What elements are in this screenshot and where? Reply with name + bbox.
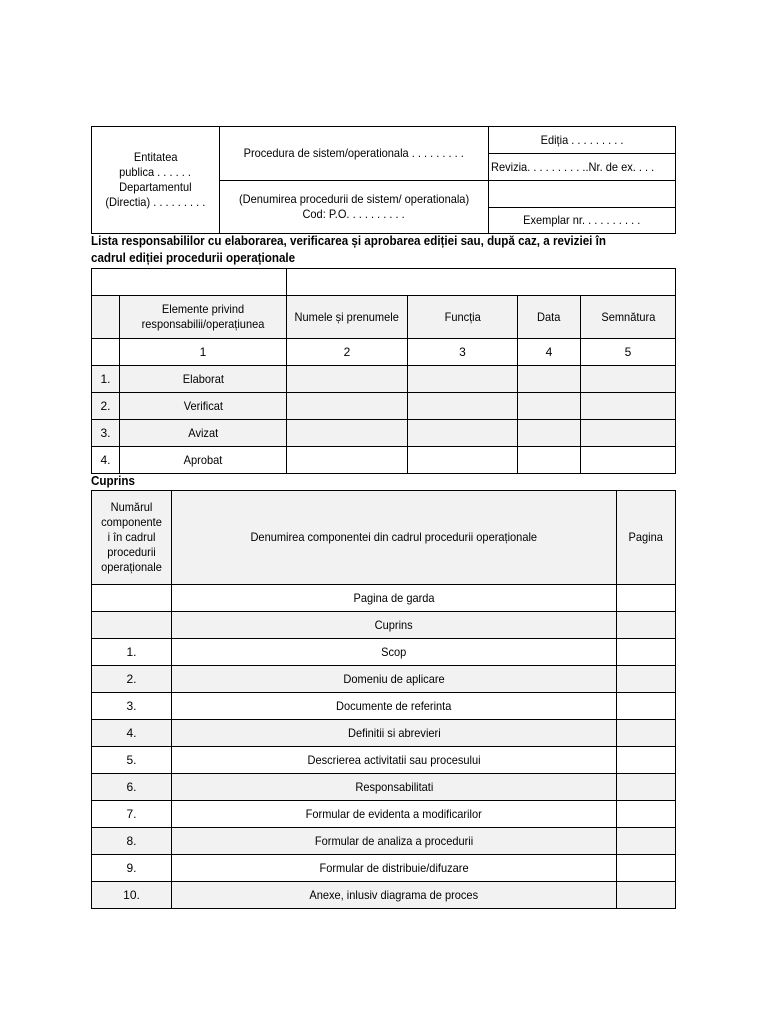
function-cell — [408, 366, 518, 393]
table-row — [92, 855, 676, 882]
row-number: 4. — [92, 447, 120, 474]
row-name: Domeniu de aplicare — [172, 666, 617, 693]
row-page — [617, 855, 676, 882]
name-cell — [287, 420, 408, 447]
row-name: Responsabilitati — [172, 774, 617, 801]
name-cell — [287, 447, 408, 474]
entity-cell — [92, 127, 220, 234]
row-name: Scop — [172, 639, 617, 666]
column-header: Semnătura — [581, 296, 676, 339]
function-cell — [408, 447, 518, 474]
row-name: Cuprins — [172, 612, 617, 639]
column-number: 1 — [120, 339, 287, 366]
table-row — [92, 585, 676, 612]
responsibles-heading — [91, 233, 606, 267]
signature-cell — [581, 393, 676, 420]
editia: Ediția . . . . . . . . . — [540, 132, 624, 147]
signature-cell — [581, 420, 676, 447]
editia-cell — [489, 127, 676, 154]
row-page — [617, 882, 676, 909]
procedure-name-cell — [220, 181, 489, 234]
table-row — [92, 393, 676, 420]
column-header: Funcția — [408, 296, 518, 339]
table-row — [92, 882, 676, 909]
table-row — [92, 420, 676, 447]
row-number: 7. — [92, 801, 172, 828]
row-page — [617, 639, 676, 666]
row-page — [617, 801, 676, 828]
row-name: Descrierea activitatii sau procesului — [172, 747, 617, 774]
exemplar: Exemplar nr. . . . . . . . . . — [523, 213, 641, 227]
table-row — [92, 774, 676, 801]
row-page — [617, 666, 676, 693]
signature-cell — [581, 447, 676, 474]
row-number: 3. — [92, 693, 172, 720]
row-number — [92, 585, 172, 612]
row-name: Pagina de garda — [172, 585, 617, 612]
name-cell — [287, 366, 408, 393]
row-number: 2. — [92, 393, 120, 420]
column-number-row — [92, 339, 676, 366]
column-header: Data — [518, 296, 581, 339]
row-name: Formular de evidenta a modificarilor — [172, 801, 617, 828]
row-page — [617, 774, 676, 801]
row-label: Elaborat — [120, 366, 287, 393]
column-header: Elemente privind responsabilii/operațiunea — [120, 296, 287, 339]
row-number: 1. — [92, 366, 120, 393]
column-number: 4 — [518, 339, 581, 366]
responsibles-table — [91, 268, 676, 474]
row-page — [617, 828, 676, 855]
row-number — [92, 612, 172, 639]
row-name: Formular de analiza a procedurii — [172, 828, 617, 855]
row-page — [617, 612, 676, 639]
procedure-label-cell — [220, 127, 489, 181]
row-number: 2. — [92, 666, 172, 693]
cuprins-heading: Cuprins — [91, 474, 135, 488]
row-number: 1. — [92, 639, 172, 666]
column-number — [92, 339, 120, 366]
row-label: Avizat — [120, 420, 287, 447]
column-header-name: Denumirea componentei din cadrul procedurii operaționale — [172, 491, 617, 585]
table-row — [92, 720, 676, 747]
row-name: Anexe, inlusiv diagrama de proces — [172, 882, 617, 909]
row-page — [617, 585, 676, 612]
revizia: Revizia. . . . . . . . . ..Nr. de ex. . . . — [491, 159, 655, 174]
column-header-number: Numărul componente i în cadrul procedurii operaționale — [92, 491, 172, 585]
name-cell — [287, 393, 408, 420]
function-cell — [408, 393, 518, 420]
exemplar-cell — [489, 208, 676, 234]
row-number: 9. — [92, 855, 172, 882]
cuprins-table — [91, 490, 676, 909]
revizia-cell — [489, 154, 676, 181]
row-page — [617, 747, 676, 774]
row-name: Documente de referinta — [172, 693, 617, 720]
signature-cell — [581, 366, 676, 393]
row-label: Verificat — [120, 393, 287, 420]
procedure-label: Procedura de sistem/operationala . . . . . . . . . — [243, 146, 465, 160]
row-name: Formular de distribuie/difuzare — [172, 855, 617, 882]
function-cell — [408, 420, 518, 447]
column-number: 3 — [408, 339, 518, 366]
table-row — [92, 447, 676, 474]
row-name: Definitii si abrevieri — [172, 720, 617, 747]
column-header: Numele și prenumele — [287, 296, 408, 339]
procedure-code: Cod: P.O. . . . . . . . . . — [302, 207, 406, 221]
date-cell — [518, 447, 581, 474]
row-number: 5. — [92, 747, 172, 774]
row-number: 10. — [92, 882, 172, 909]
table-row — [92, 639, 676, 666]
table-row — [92, 666, 676, 693]
responsibles-column-headers — [92, 296, 676, 339]
blank-header-cell — [287, 269, 676, 296]
table-row — [92, 693, 676, 720]
table-row — [92, 366, 676, 393]
column-header — [92, 296, 120, 339]
empty-cell — [489, 181, 676, 208]
column-header-page: Pagina — [617, 491, 676, 585]
entity-line: Entitatea — [133, 150, 178, 164]
row-label: Aprobat — [120, 447, 287, 474]
row-number: 4. — [92, 720, 172, 747]
entity-line: Departamentul — [119, 180, 192, 194]
procedure-name: (Denumirea procedurii de sistem/ operationala) — [238, 192, 470, 206]
responsibles-heading-line2: cadrul ediției procedurii operaționale — [91, 251, 296, 265]
date-cell — [518, 366, 581, 393]
cuprins-column-headers — [92, 491, 676, 585]
row-number: 8. — [92, 828, 172, 855]
row-page — [617, 693, 676, 720]
table-row — [92, 801, 676, 828]
responsibles-heading-line1: Lista responsabililor cu elaborarea, verificarea și aprobarea ediției sau, după caz, a reviziei în — [91, 234, 606, 248]
row-page — [617, 720, 676, 747]
table-row — [92, 747, 676, 774]
header-table — [91, 126, 676, 234]
row-number: 3. — [92, 420, 120, 447]
entity-line: publica . . . . . . — [119, 165, 192, 179]
column-number: 2 — [287, 339, 408, 366]
row-number: 6. — [92, 774, 172, 801]
table-row — [92, 612, 676, 639]
column-number: 5 — [581, 339, 676, 366]
date-cell — [518, 393, 581, 420]
table-row — [92, 828, 676, 855]
entity-line: (Directia) . . . . . . . . . — [105, 195, 206, 209]
date-cell — [518, 420, 581, 447]
blank-header-cell — [92, 269, 287, 296]
